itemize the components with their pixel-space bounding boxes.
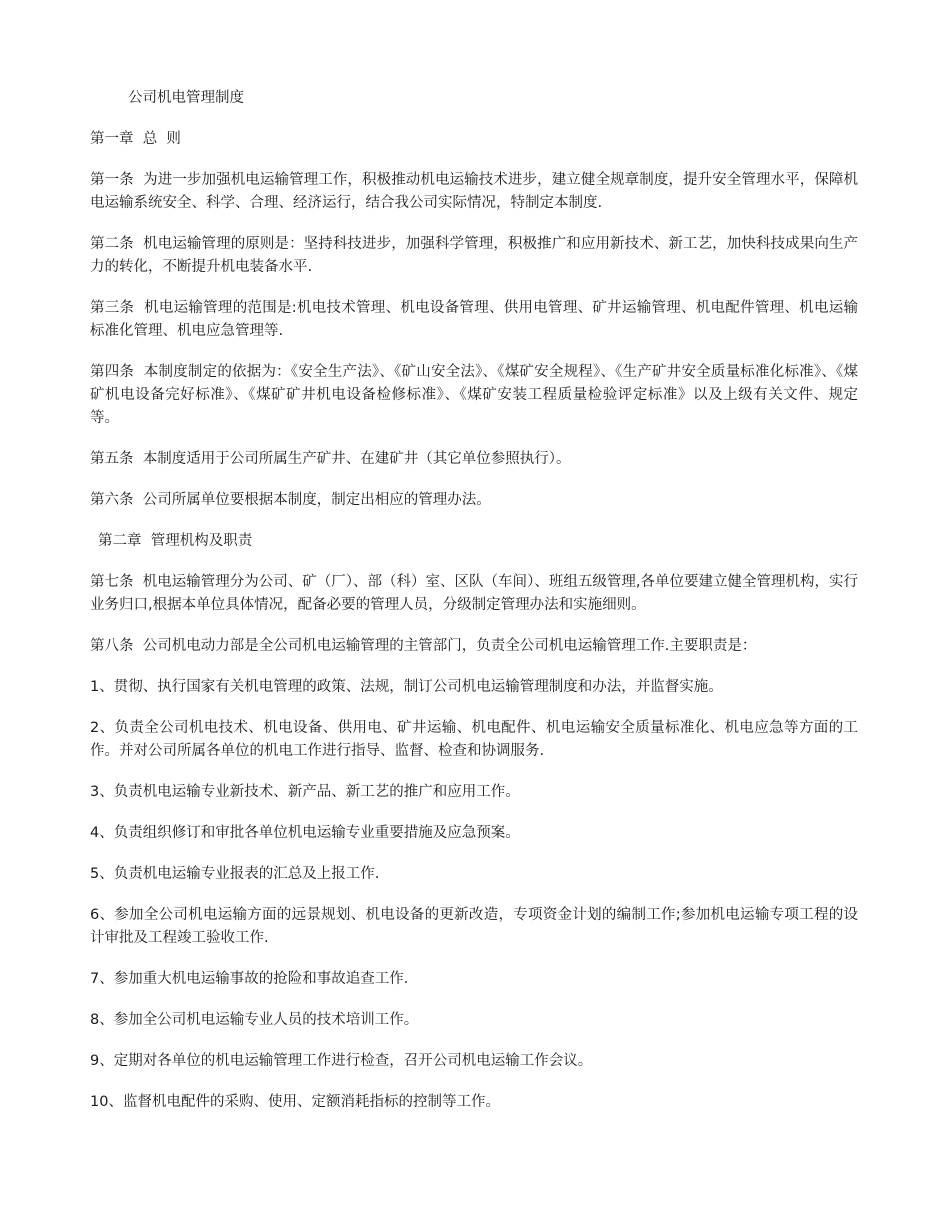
article-6: 第六条 公司所属单位要根据本制度，制定出相应的管理办法。	[90, 492, 491, 508]
article-7: 第七条 机电运输管理分为公司、矿（厂）、部（科）室、区队（车间）、班组五级管理,各单位要建立健全管理机构，实行业务归口,根据本单位具体情况，配备必要的管理人员，分级制定管理办法和实施细则。	[90, 574, 858, 613]
article-2: 第二条 机电运输管理的原则是：坚持科技进步，加强科学管理，积极推广和应用新技术、新工艺，加快科技成果向生产力的转化，不断提升机电装备水平.	[90, 236, 858, 275]
article-5: 第五条 本制度适用于公司所属生产矿井、在建矿井（其它单位参照执行）。	[90, 451, 571, 467]
duty-item-2: 2、负责全公司机电技术、机电设备、供用电、矿井运输、机电配件、机电运输安全质量标准化、机电应急等方面的工作。并对公司所属各单位的机电工作进行指导、监督、检查和协调服务.	[90, 720, 858, 759]
duty-item-8: 8、参加全公司机电运输专业人员的技术培训工作。	[90, 1012, 419, 1028]
duty-item-1: 1、贯彻、执行国家有关机电管理的政策、法规，制订公司机电运输管理制度和办法，并监督实施。	[90, 679, 723, 695]
duty-item-3: 3、负责机电运输专业新技术、新产品、新工艺的推广和应用工作。	[90, 784, 520, 800]
article-3: 第三条 机电运输管理的范围是:机电技术管理、机电设备管理、供用电管理、矿井运输管理、机电配件管理、机电运输标准化管理、机电应急管理等.	[90, 300, 858, 339]
chapter-1-heading: 第一章 总 则	[90, 131, 181, 147]
chapter-2-heading: 第二章 管理机构及职责	[98, 533, 253, 549]
duty-item-5: 5、负责机电运输专业报表的汇总及上报工作.	[90, 866, 380, 882]
document-title: 公司机电管理制度	[128, 90, 244, 106]
duty-item-10: 10、监督机电配件的采购、使用、定额消耗指标的控制等工作。	[90, 1094, 500, 1110]
duty-item-6: 6、参加全公司机电运输方面的远景规划、机电设备的更新改造，专项资金计划的编制工作;参加机电运输专项工程的设计审批及工程竣工验收工作.	[90, 907, 858, 946]
document-body	[90, 87, 858, 1132]
article-8: 第八条 公司机电动力部是全公司机电运输管理的主管部门，负责全公司机电运输管理工作.主要职责是：	[90, 638, 757, 654]
article-4: 第四条 本制度制定的依据为：《安全生产法》、《矿山安全法》、《煤矿安全规程》、《生产矿井安全质量标准化标准》、《煤矿机电设备完好标准》、《煤矿矿井机电设备检修标准》、《煤矿安装工程质量检验评定标准》以及上级有关文件、规定等。	[90, 364, 858, 426]
article-1: 第一条 为进一步加强机电运输管理工作，积极推动机电运输技术进步，建立健全规章制度，提升安全管理水平，保障机电运输系统安全、科学、合理、经济运行，结合我公司实际情况，特制定本制度.	[90, 172, 858, 211]
duty-item-7: 7、参加重大机电运输事故的抢险和事故追查工作.	[90, 971, 409, 987]
duty-item-9: 9、定期对各单位的机电运输管理工作进行检查，召开公司机电运输工作会议。	[90, 1053, 593, 1069]
duty-item-4: 4、负责组织修订和审批各单位机电运输专业重要措施及应急预案。	[90, 825, 520, 841]
